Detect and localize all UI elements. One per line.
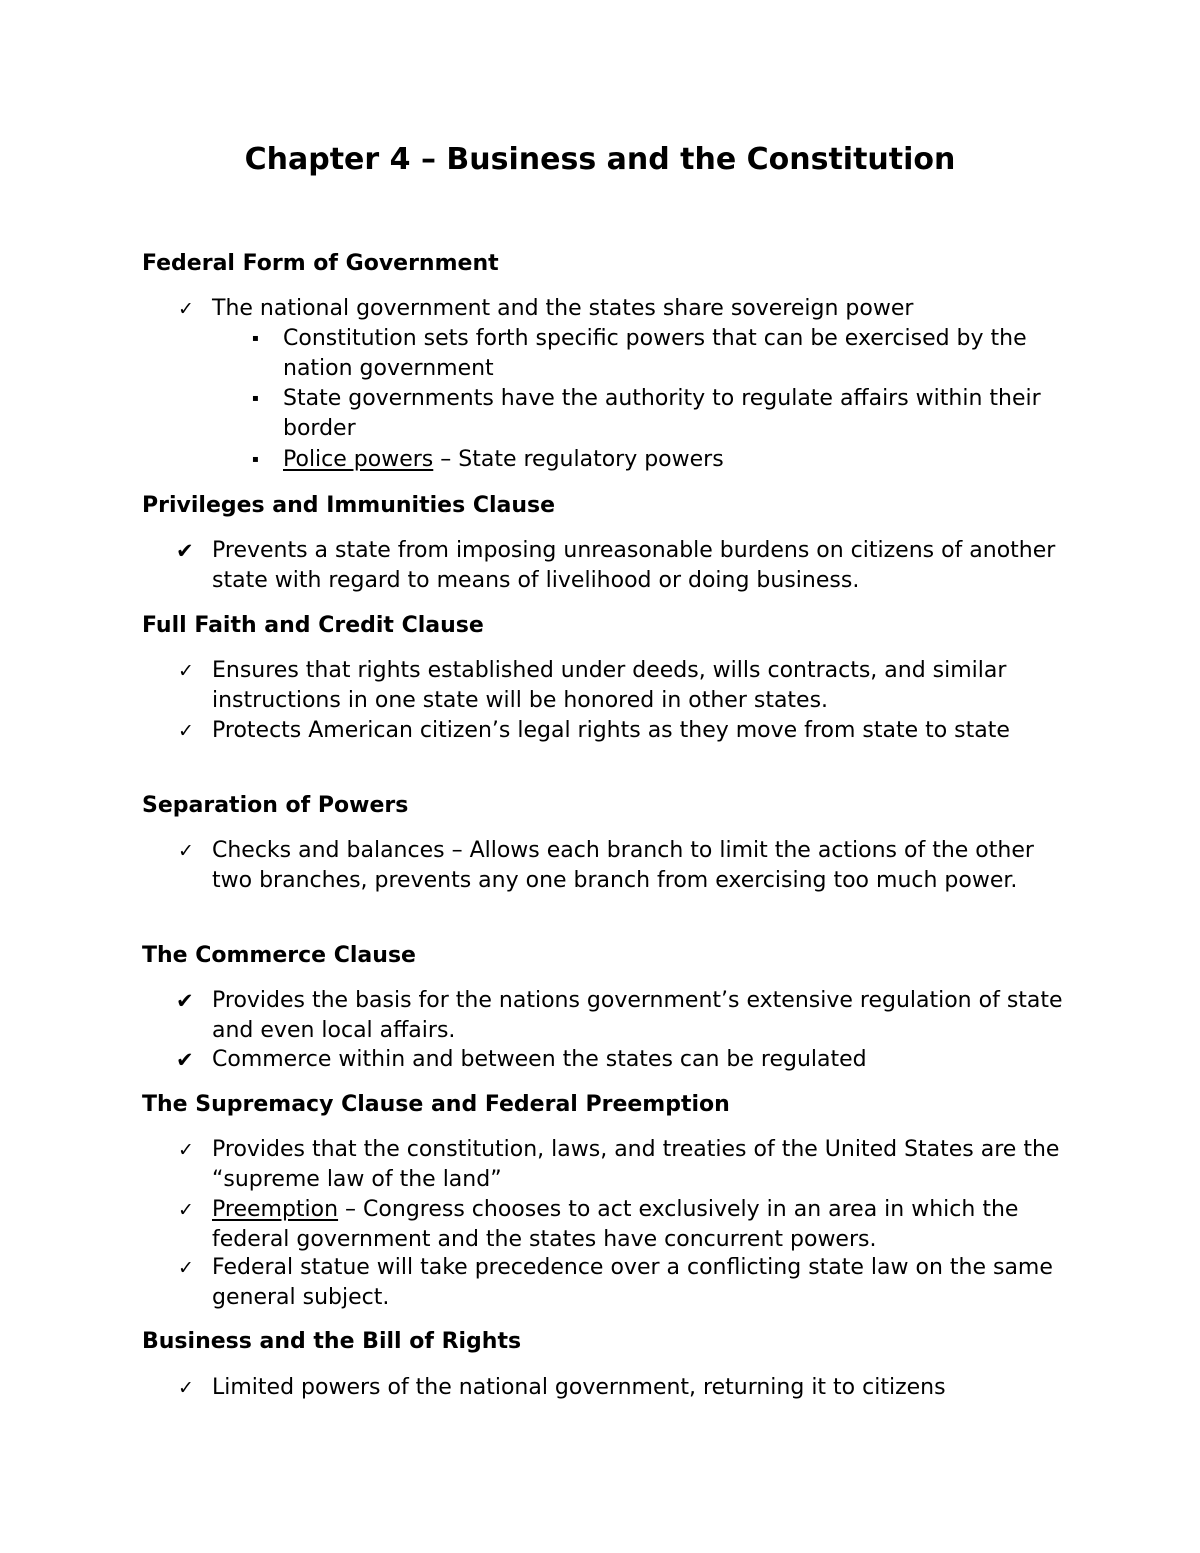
square-bullet-icon: ▪ [252, 333, 259, 344]
term-police-powers: Police powers [283, 447, 434, 472]
sub-list-item [283, 445, 1073, 475]
list-item: Checks and balances – Allows each branch to limit the actions of the other two branches, prevents any one branch from exercising too much power. [212, 838, 1034, 893]
heavy-check-icon: ✔ [176, 1048, 194, 1072]
section-heading-supremacy: The Supremacy Clause and Federal Preemption [142, 1092, 730, 1117]
list-item: Limited powers of the national government, returning it to citizens [212, 1375, 946, 1400]
list-item: Ensures that rights established under deeds, wills contracts, and similar instructions in one state will be honored in other states. [212, 658, 1007, 713]
check-icon: ✓ [178, 660, 194, 682]
list-item [212, 1195, 1072, 1255]
check-icon: ✓ [178, 1199, 194, 1221]
term-preemption: Preemption [212, 1197, 339, 1222]
check-icon: ✓ [178, 1257, 194, 1279]
section-heading-bill-of-rights: Business and the Bill of Rights [142, 1329, 522, 1354]
page-title: Chapter 4 – Business and the Constitution [244, 142, 956, 177]
term-definition: – Congress chooses to act exclusively in an area in which the federal government and the states have concurrent powers. [212, 1197, 1019, 1252]
term-definition: – State regulatory powers [433, 447, 724, 472]
sub-list-item: Constitution sets forth specific powers that can be exercised by the nation government [283, 326, 1027, 381]
section-heading-federal-form: Federal Form of Government [142, 251, 499, 276]
list-item: Provides that the constitution, laws, and treaties of the United States are the “supreme law of the land” [212, 1137, 1060, 1192]
list-item: Protects American citizen’s legal rights as they move from state to state [212, 718, 1010, 743]
list-item: Prevents a state from imposing unreasonable burdens on citizens of another state with regard to means of livelihood or doing business. [212, 538, 1056, 593]
section-heading-privileges: Privileges and Immunities Clause [142, 493, 556, 518]
heavy-check-icon: ✔ [176, 989, 194, 1013]
check-icon: ✓ [178, 720, 194, 742]
heavy-check-icon: ✔ [176, 539, 194, 563]
section-heading-separation: Separation of Powers [142, 793, 409, 818]
check-icon: ✓ [178, 840, 194, 862]
list-item: Provides the basis for the nations government’s extensive regulation of state and even local affairs. [212, 988, 1063, 1043]
list-item: Federal statue will take precedence over a conflicting state law on the same general subject. [212, 1255, 1053, 1310]
square-bullet-icon: ▪ [252, 393, 259, 404]
section-heading-full-faith: Full Faith and Credit Clause [142, 613, 484, 638]
square-bullet-icon: ▪ [252, 454, 259, 465]
list-item: The national government and the states share sovereign power [212, 296, 914, 321]
check-icon: ✓ [178, 1139, 194, 1161]
list-item: Commerce within and between the states can be regulated [212, 1047, 867, 1072]
check-icon: ✓ [178, 1377, 194, 1399]
section-heading-commerce: The Commerce Clause [142, 943, 416, 968]
sub-list-item: State governments have the authority to regulate affairs within their border [283, 386, 1041, 441]
check-icon: ✓ [178, 298, 194, 320]
